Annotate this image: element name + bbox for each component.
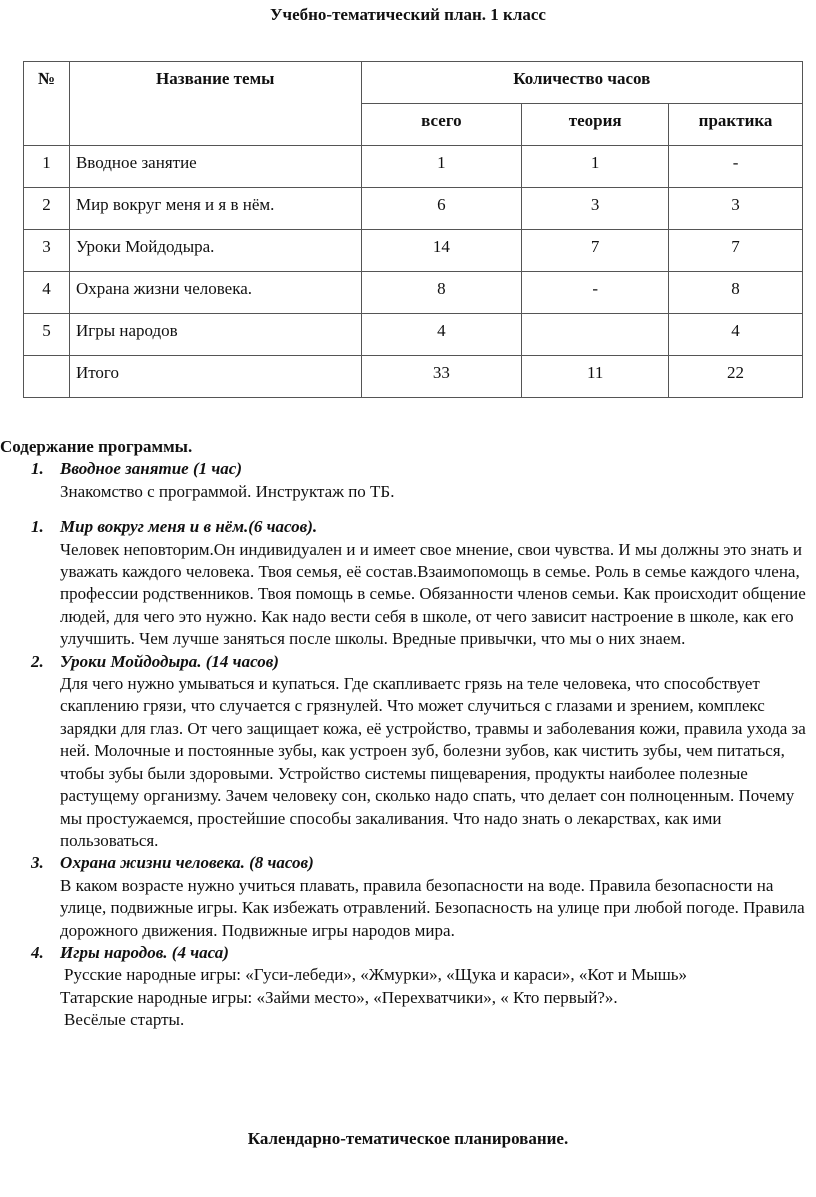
section-heading: Охрана жизни человека. (8 часов) [60, 853, 314, 873]
row-topic: Охрана жизни человека. [69, 272, 361, 314]
row-total: 1 [361, 146, 522, 188]
row-num: 4 [24, 272, 70, 314]
section-marker: 1. [31, 459, 44, 479]
calendar-planning-title: Календарно-тематическое планирование. [247, 1129, 569, 1148]
table-row [24, 314, 803, 356]
section-body: Знакомство с программой. Инструктаж по ТБ. [60, 481, 395, 501]
row-total: 33 [361, 356, 522, 398]
row-num: 2 [24, 188, 70, 230]
table-row [24, 230, 803, 272]
header-topic-name: Название темы [69, 62, 361, 146]
row-num: 3 [24, 230, 70, 272]
section-folk-games [0, 942, 816, 1032]
row-practice: 7 [669, 230, 803, 272]
row-total: 4 [361, 314, 522, 356]
section-marker: 1. [31, 517, 44, 537]
row-practice: 3 [669, 188, 803, 230]
row-theory: 1 [522, 146, 669, 188]
row-practice: 8 [669, 272, 803, 314]
row-theory: 3 [522, 188, 669, 230]
tatar-games-line: Татарские народные игры: «Займи место», «Перехватчики», « Кто первый?». [60, 987, 618, 1007]
table-total-row [24, 356, 803, 398]
row-theory: 7 [522, 230, 669, 272]
row-num: 1 [24, 146, 70, 188]
section-heading: Мир вокруг меня и в нём.(6 часов). [60, 517, 318, 537]
section-intro [0, 458, 816, 503]
row-topic: Игры народов [69, 314, 361, 356]
program-content [0, 436, 816, 1032]
row-topic: Вводное занятие [69, 146, 361, 188]
row-topic: Мир вокруг меня и я в нём. [69, 188, 361, 230]
section-heading: Игры народов. (4 часа) [60, 942, 229, 962]
section-body: В каком возрасте нужно учиться плавать, правила безопасности на воде. Правила безопасности на улице, подвижные игры. Как избежать отравлений. Безопасность на улице при любой погоде. Правила дорожного движения. Подвижные игры народов мира. [60, 875, 805, 940]
row-practice: - [669, 146, 803, 188]
row-practice: 4 [669, 314, 803, 356]
row-num: 5 [24, 314, 70, 356]
row-total: 8 [361, 272, 522, 314]
header-total: всего [361, 104, 522, 146]
page-title: Учебно-тематический план. 1 класс [270, 5, 546, 24]
row-theory: - [522, 272, 669, 314]
row-practice: 22 [669, 356, 803, 398]
section-body: Для чего нужно умываться и купаться. Где скапливаетс грязь на теле человека, что способствует скаплению грязи, что случается с грязнулей. Что может случиться с глазами и зрением, комплекс зарядки для глаз. От чего защищает кожа, её устройство, травмы и заболевания кожи, правила ухода за ней. Молочные и постоянные зубы, как устроен зуб, болезни зубов, как чистить зубы, чем питаться, чтобы зубы были здоровыми. Устройство системы пищеварения, продукты наиболее полезные растущему организму. Зачем человеку сон, сколько надо спать, что делает сон полноценным. Почему мы простужаемся, простейшие способы закаливания. Что надо знать о лекарствах, как ими пользоваться. [60, 674, 806, 850]
row-total: 6 [361, 188, 522, 230]
table-row [24, 272, 803, 314]
russian-games-line: Русские народные игры: «Гуси-лебеди», «Жмурки», «Щука и караси», «Кот и Мышь» [64, 965, 688, 985]
section-world-around-me [0, 516, 816, 650]
section-marker: 3. [31, 853, 44, 873]
section-marker: 4. [31, 942, 44, 962]
row-theory: 11 [522, 356, 669, 398]
row-topic: Итого [69, 356, 361, 398]
section-body: Человек неповторим.Он индивидуален и и имеет свое мнение, свои чувства. И мы должны это знать и уважать каждого человека. Твоя семья, её состав.Взаимопомощь в семье. Роль в семье каждого члена, профессии родственников. Твоя помощь в семье. Обязанности членов семьи. Как происходит общение людей, для чего это нужно. Как надо вести себя в школе, от чего зависит настроение в школе, как его улучшить. Чем лучше заняться после школы. Вредные привычки, что мы о них знаем. [60, 539, 806, 649]
content-title: Содержание программы. [0, 437, 193, 456]
row-theory [522, 314, 669, 356]
fun-starts-line: Весёлые старты. [64, 1010, 185, 1030]
section-heading: Вводное занятие (1 час) [60, 459, 242, 479]
header-hours-group: Количество часов [361, 62, 802, 104]
section-heading: Уроки Мойдодыра. (14 часов) [60, 651, 279, 671]
header-theory: теория [522, 104, 669, 146]
section-marker: 2. [31, 651, 44, 671]
row-total: 14 [361, 230, 522, 272]
section-moidodyr-lessons [0, 651, 816, 853]
header-practice: практика [669, 104, 803, 146]
row-topic: Уроки Мойдодыра. [69, 230, 361, 272]
header-num: № [24, 62, 70, 146]
table-row [24, 188, 803, 230]
row-num [24, 356, 70, 398]
table-header-row [24, 62, 803, 104]
section-life-safety [0, 852, 816, 942]
curriculum-table [23, 61, 803, 398]
table-row [24, 146, 803, 188]
